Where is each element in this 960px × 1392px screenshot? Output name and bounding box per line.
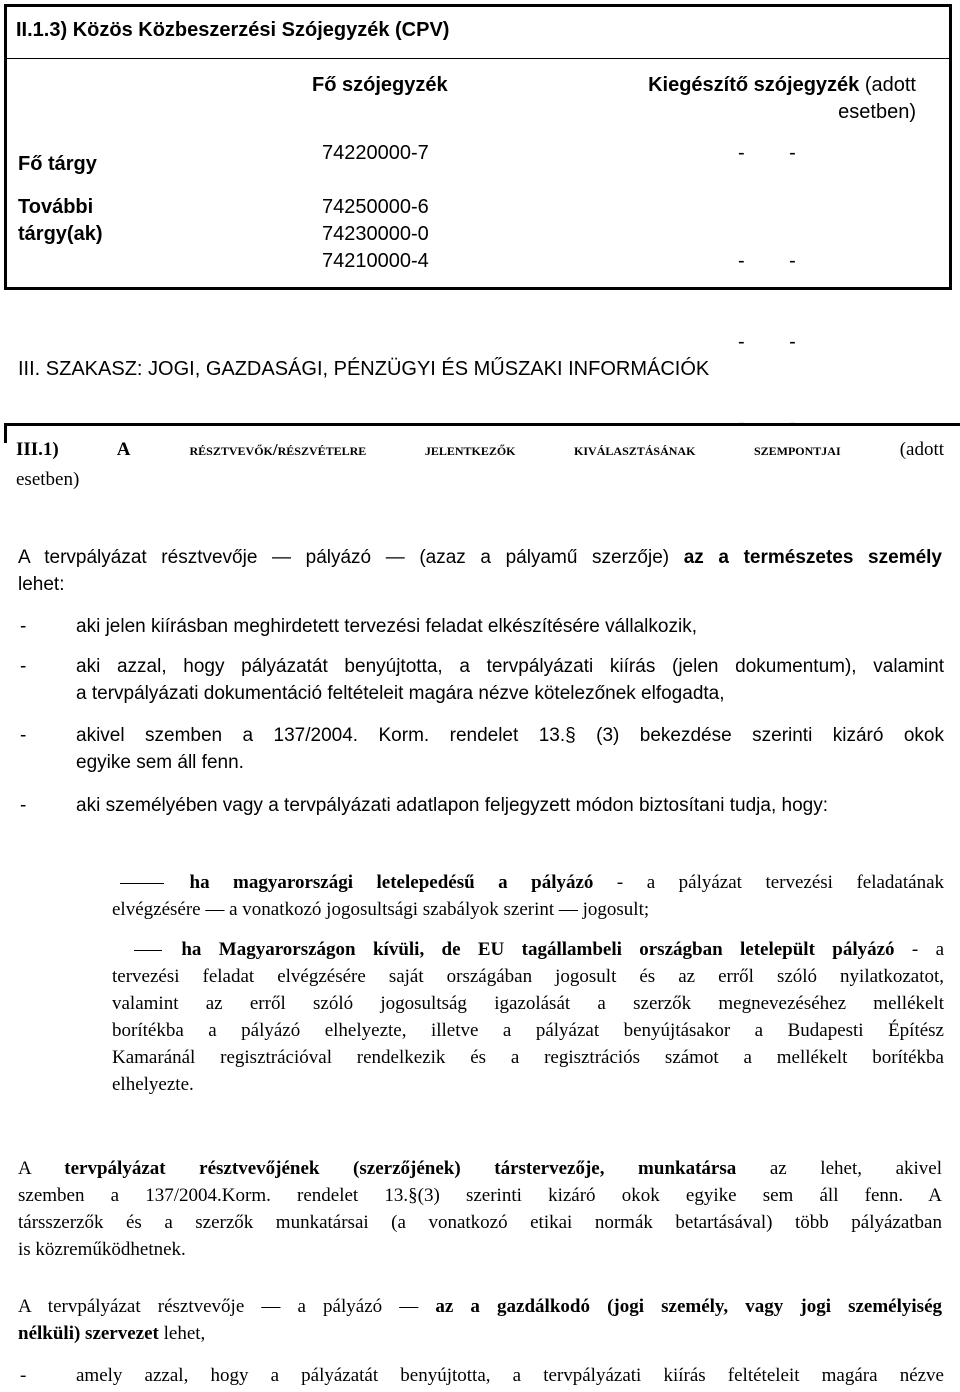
cpv-code: 74250000-6 [322, 196, 429, 218]
list-dash: - [20, 616, 27, 637]
cpv-code: 74210000-4 [322, 250, 429, 272]
list-item: amely azzal, hogy a pályázatát benyújtotta, a tervpályázati kiírás feltételeit magára nézve [76, 1365, 944, 1386]
more-subject-label: További tárgy(ak) [18, 196, 103, 245]
list-item: aki jelen kiírásban meghirdetett tervezési feladat elkészítésére vállalkozik, [76, 616, 697, 637]
em-dash-line [120, 883, 164, 884]
section-31-title: III.1) A résztvevők/részvételre jelentkezők kiválasztásának szempontjai (adott [16, 439, 945, 460]
main-subject-extra: - - [738, 142, 796, 164]
paragraph-coauthors: A tervpályázat résztvevőjének (szerzőjének) társtervezője, munkatársa az lehet, akivel szemben a 137/2004.Korm. rendelet 13.§(3) szerinti kizáró okok egyike sem áll fenn. A társszerzők és a szerzők munkatársai (a vonatkozó etikai normák betartásával) több pályázatban is közreműködhetnek. [18, 1158, 942, 1260]
em-dash-line [134, 950, 162, 951]
list-dash: - [20, 795, 27, 816]
cpv-extra: - - [738, 250, 796, 272]
cpv-code: 74230000-0 [322, 223, 429, 245]
cpv-title: II.1.3) Közös Közbeszerzési Szójegyzék (CPV) [16, 19, 450, 41]
list-item: aki személyében vagy a tervpályázati adatlapon feljegyzett módon biztosítani tudja, hogy: [76, 795, 829, 816]
list-item: akivel szemben a 137/2004. Korm. rendelet 13.§ (3) bekezdése szerinti kizáró okok egyike sem áll fenn. [76, 725, 944, 773]
main-subject-label: Fő tárgy [18, 153, 97, 175]
cpv-extra: - - [738, 331, 796, 353]
paragraph-participant: A tervpályázat résztvevője — pályázó — (azaz a pályamű szerzője) az a természetes személy [18, 547, 942, 568]
sub-item-domestic: ha magyarországi letelepedésű a pályázó - a pályázat tervezési feladatának [112, 869, 944, 896]
col-extra-header: Kiegészítő szójegyzék (adott esetben) [648, 74, 916, 123]
sub-item-domestic-cont: elvégzésére — a vonatkozó jogosultsági szabályok szerint — jogosult; [112, 899, 650, 920]
list-item: aki azzal, hogy pályázatát benyújtotta, a tervpályázati kiírás (jelen dokumentum), valamint a tervpályázati dokumentáció feltételeit magára nézve kötelezőnek elfogadta, [76, 656, 944, 704]
cpv-extra: - - [738, 412, 796, 434]
cpv-divider [4, 58, 952, 59]
cpv-table [4, 4, 952, 290]
list-dash: - [20, 656, 27, 677]
list-dash: - [20, 1365, 27, 1386]
more-subject-codes [322, 194, 429, 275]
section-31-title-cont: esetben) [16, 469, 80, 490]
list-dash: - [20, 725, 27, 746]
col-main-header: Fő szójegyzék [312, 74, 448, 96]
paragraph-participant-cont: lehet: [18, 574, 65, 595]
sub-item-eu-body: tervezési feladat elvégzésére saját országában jogosult és az erről szóló nyilatkozatot, valamint az erről szóló jogosultság igazolását a szerzők megnevezéséhez mellékelt borítékba a pályázó elhelyezte, illetve a pályázat benyújtásakor a Budapesti Építész Kamaránál regisztrációval rendelkezik és a regisztrációs számot a mellékelt borítékba elhelyezte. [112, 966, 944, 1095]
paragraph-organization: A tervpályázat résztvevője — a pályázó — az a gazdálkodó (jogi személy, vagy jogi személyiség nélküli) szervezet lehet, [18, 1296, 943, 1344]
sub-item-eu: ha Magyarországon kívüli, de EU tagállambeli országban letelepült pályázó - a [112, 936, 944, 963]
section-heading: III. SZAKASZ: JOGI, GAZDASÁGI, PÉNZÜGYI ÉS MŰSZAKI INFORMÁCIÓK [18, 358, 710, 380]
main-subject-code: 74220000-7 [322, 142, 429, 164]
